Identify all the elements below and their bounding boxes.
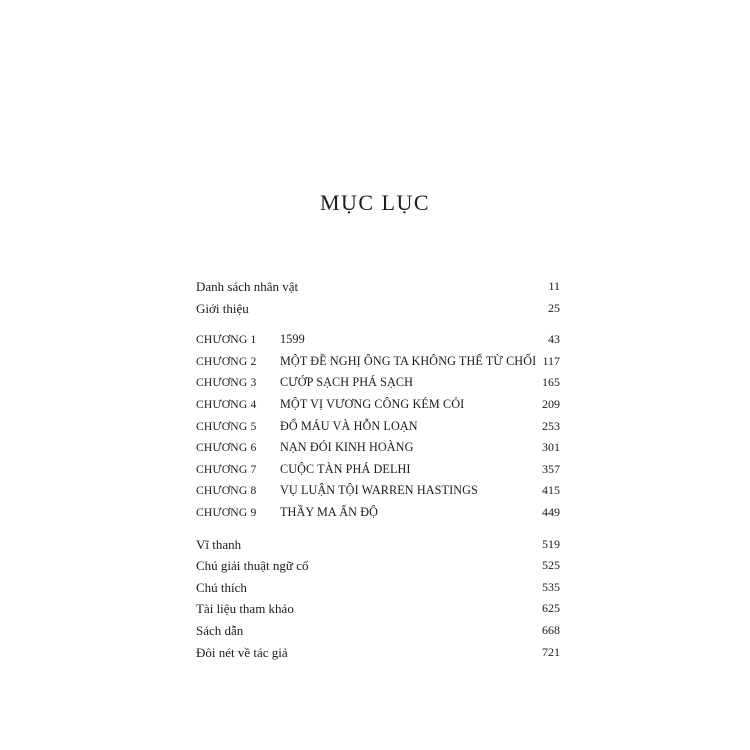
- entry-page-number: 117: [542, 353, 560, 368]
- toc-entry-back[interactable]: [196, 577, 560, 599]
- toc-entry-chapter[interactable]: [196, 480, 560, 502]
- toc-entry-chapter[interactable]: [196, 329, 560, 351]
- entry-page-number: 721: [542, 644, 560, 659]
- toc-entry-chapter[interactable]: [196, 372, 560, 394]
- chapter-label: CHƯƠNG 9: [196, 505, 257, 519]
- entry-title: Danh sách nhân vật: [196, 279, 299, 294]
- chapter-label: CHƯƠNG 1: [196, 333, 257, 347]
- chapter-label: CHƯƠNG 2: [196, 354, 257, 368]
- entry-title: Chú thích: [196, 579, 247, 595]
- chapter-label: CHƯƠNG 8: [196, 484, 257, 498]
- toc-entry-chapter[interactable]: [196, 416, 560, 438]
- entry-page-number: 525: [542, 558, 560, 573]
- entry-title: Tài liệu tham khảo: [196, 601, 294, 617]
- page-title: MỤC LỤC: [319, 190, 431, 215]
- entry-page-number: 43: [548, 332, 560, 347]
- toc-entry-back[interactable]: [196, 555, 560, 577]
- entry-title: Giới thiệu: [196, 300, 249, 316]
- chapter-label: CHƯƠNG 6: [196, 441, 257, 455]
- table-of-contents: [196, 276, 560, 663]
- entry-page-number: 519: [542, 536, 560, 551]
- toc-entry-back[interactable]: [196, 598, 560, 620]
- chapter-title: CƯỚP SẠCH PHÁ SẠCH: [280, 375, 414, 390]
- chapter-label: CHƯƠNG 7: [196, 462, 257, 476]
- entry-title: Đôi nét về tác giả: [196, 644, 288, 660]
- entry-page-number: 209: [542, 396, 560, 411]
- chapter-title: ĐỔ MÁU VÀ HỖN LOẠN: [280, 418, 418, 433]
- entry-page-number: 668: [542, 622, 560, 637]
- chapter-title: MỘT ĐỀ NGHỊ ÔNG TA KHÔNG THỂ TỪ CHỐI: [280, 353, 537, 368]
- entry-page-number: 449: [542, 504, 560, 519]
- chapter-title: THẦY MA ẤN ĐỘ: [280, 504, 379, 519]
- entry-page-number: 301: [542, 440, 560, 455]
- chapter-label: CHƯƠNG 3: [196, 376, 257, 390]
- entry-page-number: 625: [542, 601, 560, 616]
- entry-page-number: 165: [542, 375, 560, 390]
- chapter-label: CHƯƠNG 4: [196, 397, 257, 411]
- toc-entry-chapter[interactable]: [196, 437, 560, 459]
- entry-page-number: 357: [542, 461, 560, 476]
- entry-title: Chú giải thuật ngữ cổ: [196, 558, 309, 574]
- toc-entry-front[interactable]: [196, 276, 560, 298]
- chapter-title: 1599: [280, 332, 305, 347]
- entry-page-number: 11: [548, 279, 560, 293]
- toc-entry-back[interactable]: [196, 642, 560, 664]
- chapter-title: VỤ LUẬN TỘI WARREN HASTINGS: [280, 483, 478, 498]
- chapter-title: MỘT VỊ VƯƠNG CÔNG KÉM CỎI: [280, 396, 465, 411]
- entry-title: Vĩ thanh: [196, 536, 242, 552]
- entry-page-number: 415: [542, 483, 560, 498]
- toc-entry-back[interactable]: [196, 534, 560, 556]
- chapter-title: NẠN ĐÓI KINH HOÀNG: [280, 440, 414, 455]
- toc-entry-front[interactable]: [196, 298, 560, 320]
- entry-page-number: 253: [542, 418, 560, 433]
- toc-entry-back[interactable]: [196, 620, 560, 642]
- toc-entry-chapter[interactable]: [196, 394, 560, 416]
- entry-page-number: 25: [548, 300, 560, 315]
- chapter-label: CHƯƠNG 5: [196, 419, 257, 433]
- toc-entry-chapter[interactable]: [196, 351, 560, 373]
- toc-entry-chapter[interactable]: [196, 459, 560, 481]
- toc-entry-chapter[interactable]: [196, 502, 560, 524]
- chapter-title: CUỘC TÀN PHÁ DELHI: [280, 461, 411, 476]
- entry-page-number: 535: [542, 579, 560, 594]
- entry-title: Sách dẫn: [196, 622, 244, 638]
